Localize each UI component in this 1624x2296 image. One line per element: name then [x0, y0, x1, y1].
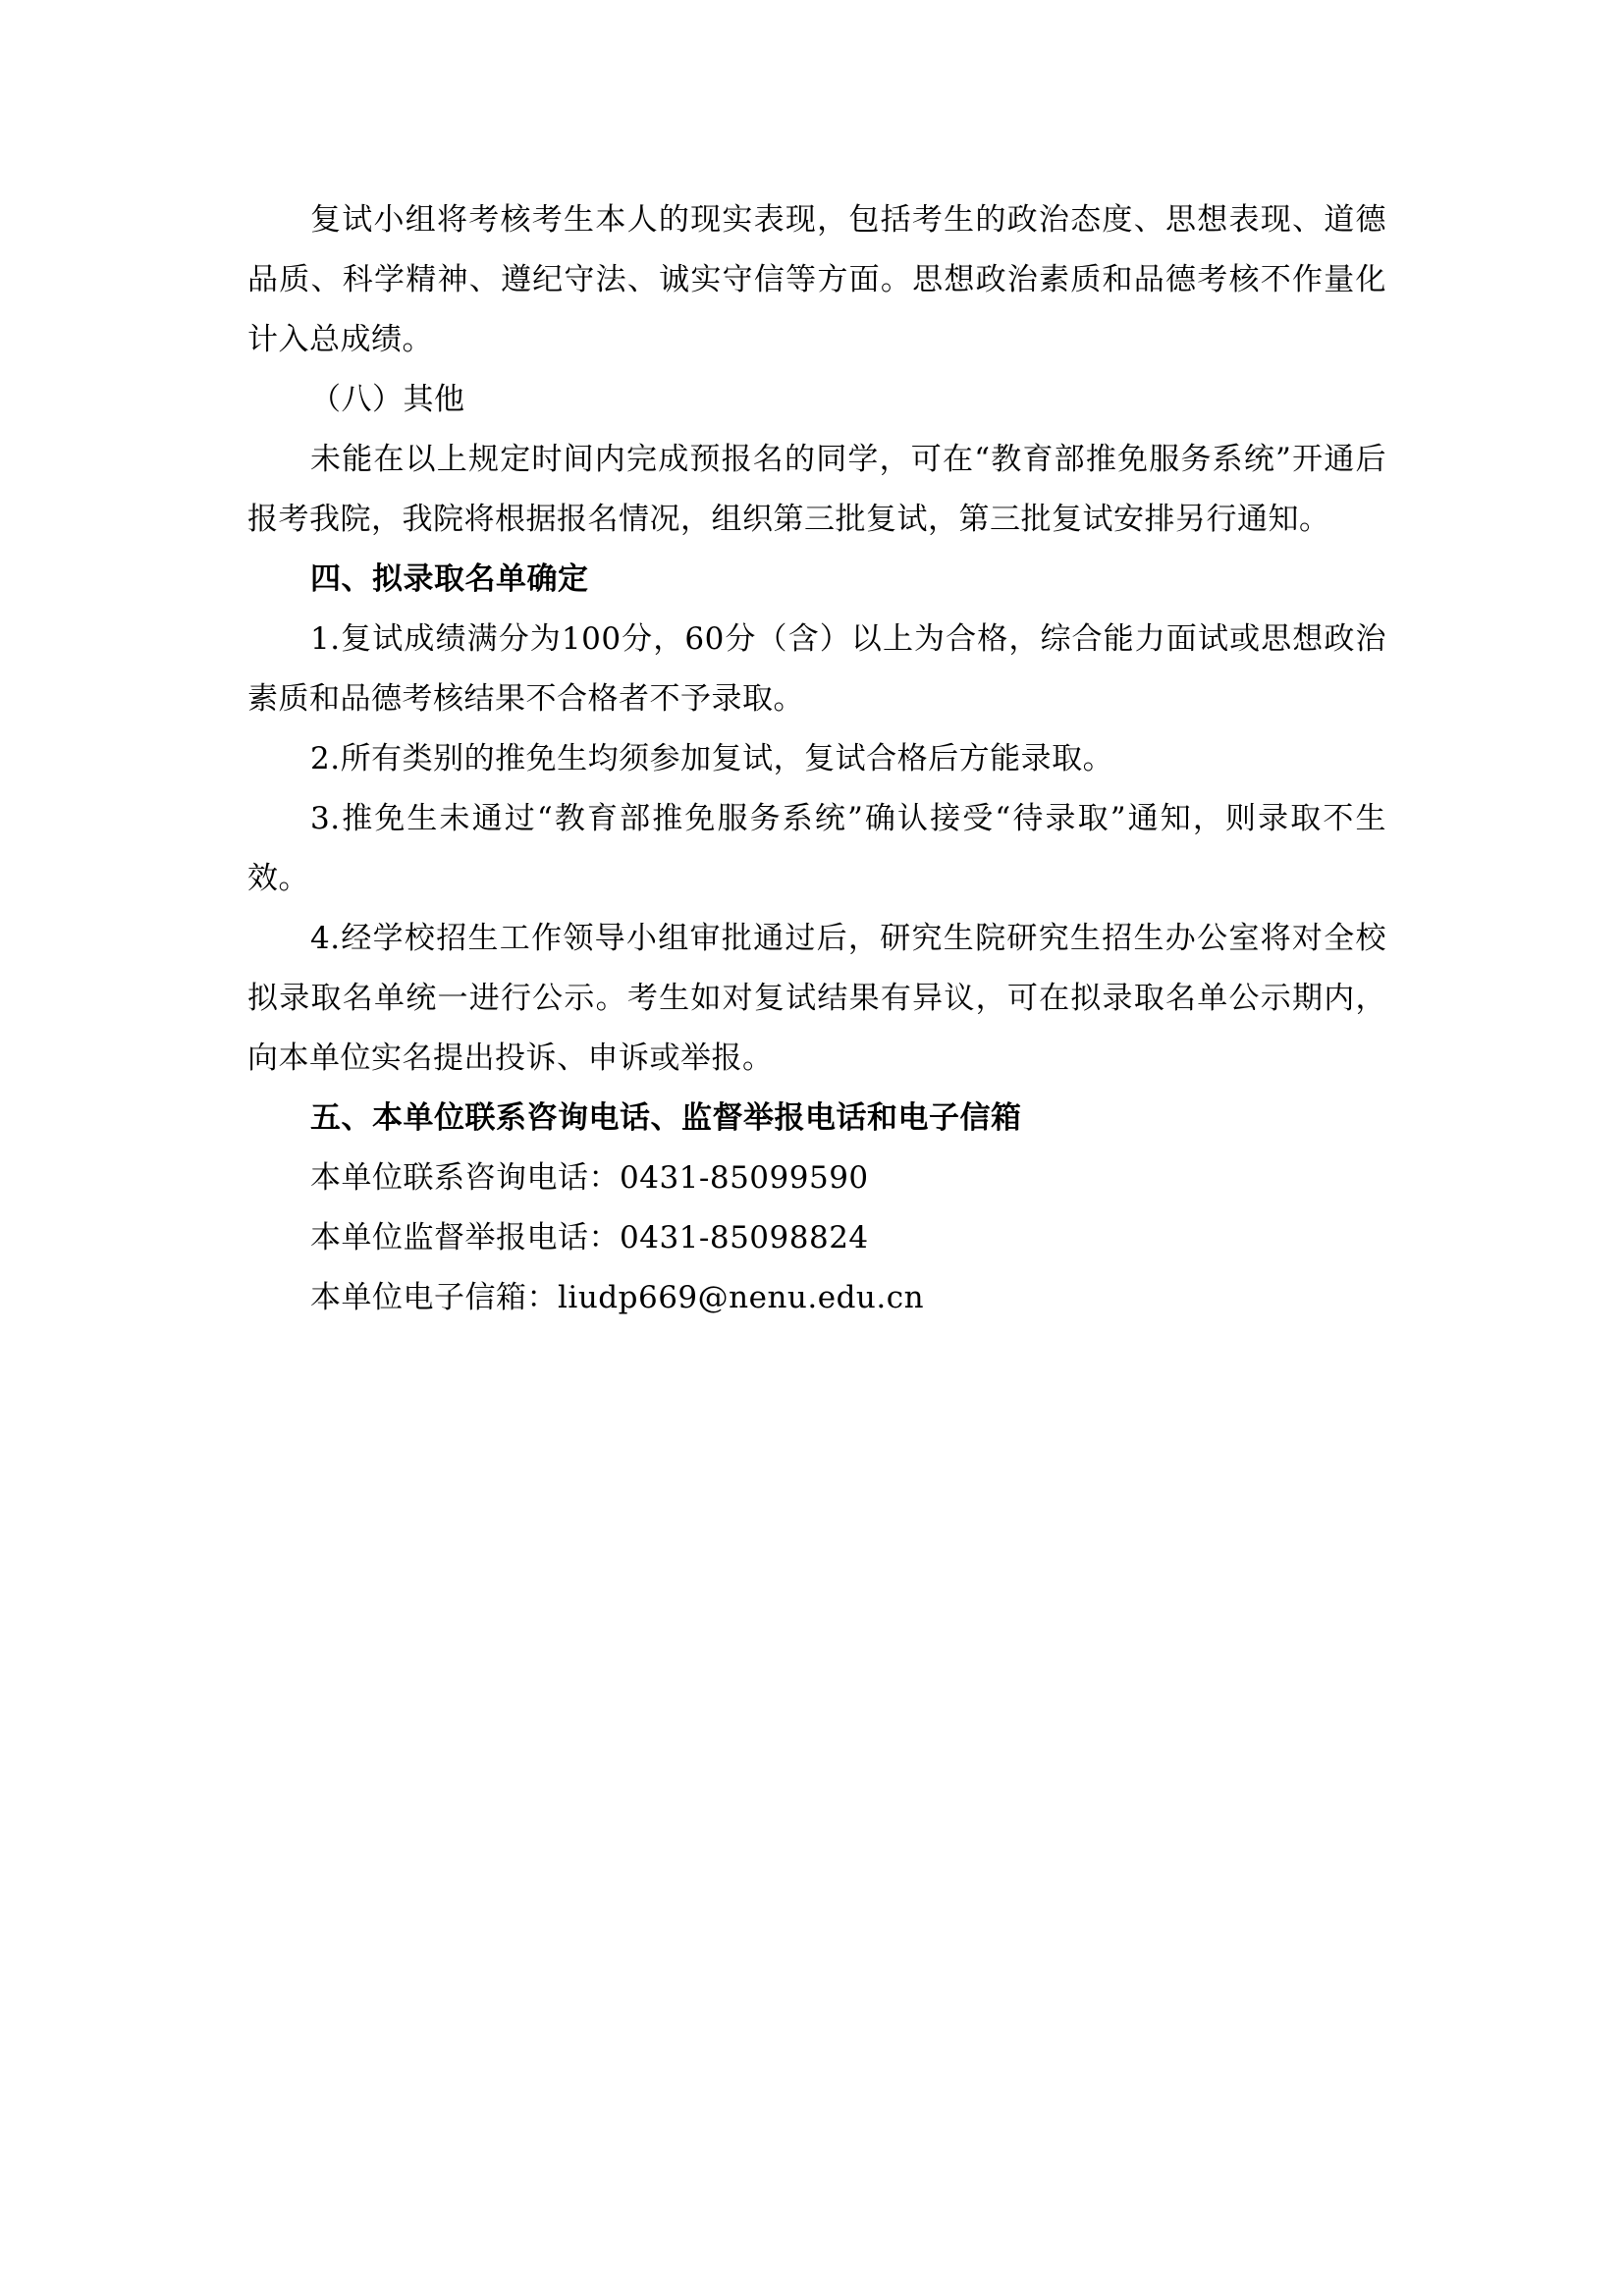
paragraph-item-2-retest: 2.所有类别的推免生均须参加复试，复试合格后方能录取。: [310, 741, 1114, 776]
report-phone: 本单位监督举报电话：0431-85098824: [310, 1220, 869, 1255]
section-heading-admission-list: 四、拟录取名单确定: [310, 561, 589, 597]
contact-phone: 本单位联系咨询电话：0431-85099590: [310, 1160, 869, 1196]
subsection-heading-other: （八）其他: [310, 382, 465, 417]
section-heading-contact: 五、本单位联系咨询电话、监督举报电话和电子信箱: [310, 1100, 1022, 1136]
document-body: [247, 190, 1386, 1328]
paragraph-item-3-confirmation: 3.推免生未通过“教育部推免服务系统”确认接受“待录取”通知，则录取不生效。: [247, 801, 1386, 896]
contact-email: 本单位电子信箱：liudp669@nenu.edu.cn: [310, 1280, 925, 1315]
paragraph-item-4-publicity: 4.经学校招生工作领导小组审批通过后，研究生院研究生招生办公室将对全校拟录取名单统一进行公示。考生如对复试结果有异议，可在拟录取名单公示期内，向本单位实名提出投诉、申诉或举报。: [247, 921, 1386, 1076]
paragraph-moral-assessment: 复试小组将考核考生本人的现实表现，包括考生的政治态度、思想表现、道德品质、科学精神、遵纪守法、诚实守信等方面。思想政治素质和品德考核不作量化计入总成绩。: [247, 202, 1386, 357]
paragraph-item-1-score: 1.复试成绩满分为100分，60分（含）以上为合格，综合能力面试或思想政治素质和品德考核结果不合格者不予录取。: [247, 621, 1386, 717]
paragraph-late-registration: 未能在以上规定时间内完成预报名的同学，可在“教育部推免服务系统”开通后报考我院，我院将根据报名情况，组织第三批复试，第三批复试安排另行通知。: [247, 442, 1386, 537]
